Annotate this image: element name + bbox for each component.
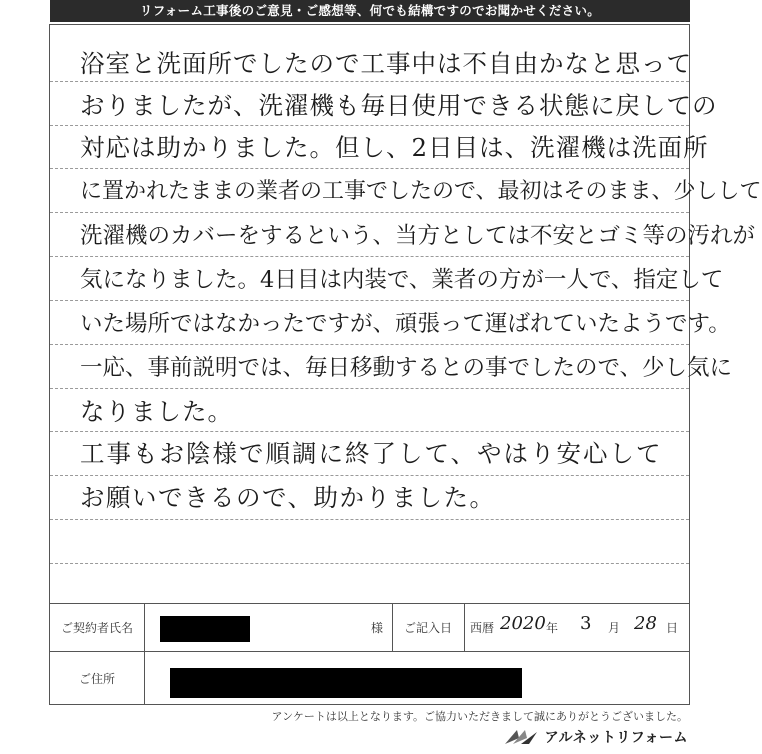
month-value: 3 [580, 613, 592, 634]
ruled-line [50, 388, 689, 389]
ruled-line [50, 563, 689, 564]
comment-line-9: なりました。 [80, 397, 233, 426]
comment-line-8: 一応、事前説明では、毎日移動するとの事でしたので、少し気に [80, 355, 733, 381]
brand-mark-icon [503, 728, 539, 746]
comment-line-1: 浴室と洗面所でしたので工事中は不自由かなと思って [80, 49, 692, 78]
ruled-line [50, 300, 689, 301]
era-label: 西暦 [469, 620, 494, 635]
month-unit: 月 [607, 620, 620, 635]
year-unit: 年 [545, 620, 558, 635]
year-value: 2020 [500, 613, 546, 634]
brand-logo [503, 726, 688, 748]
ruled-line [50, 125, 689, 126]
ruled-line [50, 168, 689, 169]
day-unit: 日 [665, 620, 678, 635]
contract-name-label: ご契約者氏名 [60, 620, 133, 635]
comment-line-2: おりましたが、洗濯機も毎日使用できる状態に戻しての [80, 91, 718, 120]
comment-line-5: 洗濯機のカバーをするという、当方としては不安とゴミ等の汚れが [80, 223, 756, 249]
brand-name: アルネットリフォーム [544, 730, 688, 746]
address-row [50, 652, 689, 704]
date-label: ご記入日 [403, 620, 452, 635]
comment-line-7: いた場所ではなかったですが、頑張って運ばれていたようです。 [80, 311, 731, 337]
address-label: ご住所 [78, 671, 115, 686]
contract-info-row [50, 603, 689, 652]
cell-divider [144, 603, 145, 651]
ruled-line [50, 475, 689, 476]
ruled-line [50, 344, 689, 345]
survey-header-banner: リフォーム工事後のご意見・ご感想等、何でも結構ですのでお聞かせください。 [50, 0, 690, 22]
comment-line-3: 対応は助かりました。但し、2日目は、洗濯機は洗面所 [80, 133, 709, 162]
redacted-address [170, 668, 522, 698]
survey-form [49, 24, 762, 705]
comment-line-10: 工事もお陰様で順調に終了して、やはり安心して [80, 439, 663, 468]
closing-message: アンケートは以上となります。ご協力いただきまして誠にありがとうございました。 [271, 710, 688, 723]
comment-line-11: お願いできるので、助かりました。 [80, 483, 496, 512]
cell-divider [144, 652, 145, 704]
ruled-line [50, 81, 689, 82]
ruled-line [50, 256, 689, 257]
ruled-line [50, 212, 689, 213]
ruled-line [50, 431, 689, 432]
comment-line-6: 気になりました。4日目は内装で、業者の方が一人で、指定して [80, 267, 724, 293]
redacted-name [160, 616, 250, 642]
honorific-label: 様 [370, 620, 383, 635]
ruled-line [50, 519, 689, 520]
day-value: 28 [634, 613, 657, 634]
comment-line-4: に置かれたままの業者の工事でしたので、最初はそのまま、少しして [80, 179, 762, 204]
